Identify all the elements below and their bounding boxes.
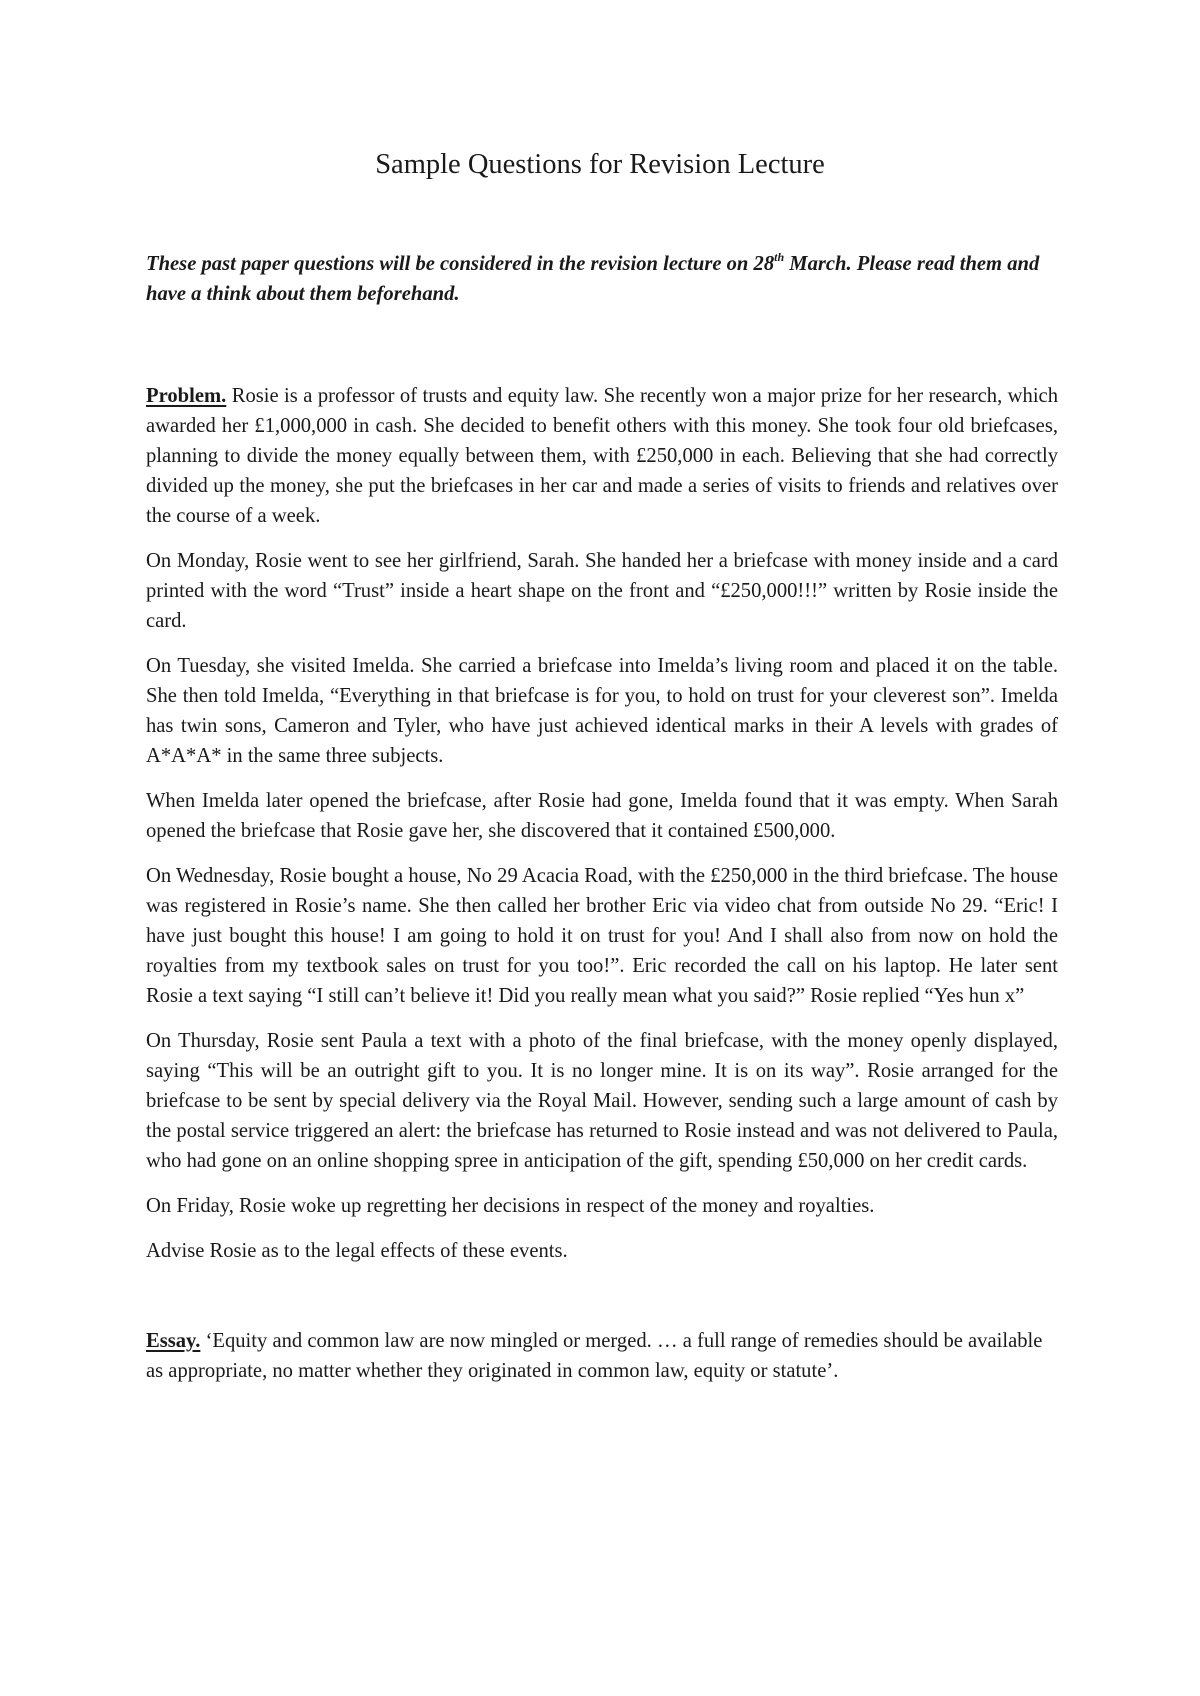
essay-paragraph [146,1326,1058,1386]
document-body [146,249,1058,1401]
problem-text: Rosie is a professor of trusts and equity law. She recently won a major prize for her research, which awarded her £1,000,000 in cash. She decided to benefit others with this money. She took four old briefcases, planning to divide the money equally between them, with £250,000 in each. Believing that she had correctly divided up the money, she put the briefcases in her car and made a series of visits to friends and relatives over the course of a week. [146,385,1058,527]
problem-question: Advise Rosie as to the legal effects of these events. [146,1240,568,1262]
intro-note [146,249,1058,309]
intro-superscript: th [774,250,785,264]
essay-label: Essay. [146,1330,201,1352]
intro-text-end: March. Please read them and have a think about them beforehand. [146,253,1040,305]
problem-paragraph-6: On Friday, Rosie woke up regretting her decisions in respect of the money and royalties. [146,1195,875,1217]
problem-paragraph-1: On Monday, Rosie went to see her girlfriend, Sarah. She handed her a briefcase with money inside and a card printed with the word “Trust” inside a heart shape on the front and “£250,000!!!” written by Rosie inside the card. [146,550,1058,632]
essay-quote: ‘Equity and common law are now mingled or merged. … a full range of remedies should be available as appropriate, no matter whether they originated in common law, equity or statute’. [146,1330,1043,1382]
problem-paragraph-2: On Tuesday, she visited Imelda. She carried a briefcase into Imelda’s living room and placed it on the table. She then told Imelda, “Everything in that briefcase is for you, to hold on trust for your cleverest son”. Imelda has twin sons, Cameron and Tyler, who have just achieved identical marks in their A levels with grades of A*A*A* in the same three subjects. [146,655,1058,767]
problem-paragraph-4: On Wednesday, Rosie bought a house, No 29 Acacia Road, with the £250,000 in the third briefcase. The house was registered in Rosie’s name. She then called her brother Eric via video chat from outside No 29. “Eric! I have just bought this house! I am going to hold it on trust for you! And I shall also from now on hold the royalties from my textbook sales on trust for you too!”. Eric recorded the call on his laptop. He later sent Rosie a text saying “I still can’t believe it! Did you really mean what you said?” Rosie replied “Yes hun x” [146,865,1058,1007]
problem-paragraph-0 [146,381,1058,531]
problem-paragraph-5: On Thursday, Rosie sent Paula a text with a photo of the final briefcase, with the money openly displayed, saying “This will be an outright gift to you. It is no longer mine. It is on its way”. Rosie arranged for the briefcase to be sent by special delivery via the Royal Mail. However, sending such a large amount of cash by the postal service triggered an alert: the briefcase has returned to Rosie instead and was not delivered to Paula, who had gone on an online shopping spree in anticipation of the gift, spending £50,000 on her credit cards. [146,1030,1058,1172]
problem-paragraph-3: When Imelda later opened the briefcase, after Rosie had gone, Imelda found that it was empty. When Sarah opened the briefcase that Rosie gave her, she discovered that it contained £500,000. [146,790,1058,842]
page-title: Sample Questions for Revision Lecture [375,149,825,180]
problem-label: Problem. [146,385,227,407]
intro-text-start: These past paper questions will be considered in the revision lecture on 28 [146,253,775,275]
